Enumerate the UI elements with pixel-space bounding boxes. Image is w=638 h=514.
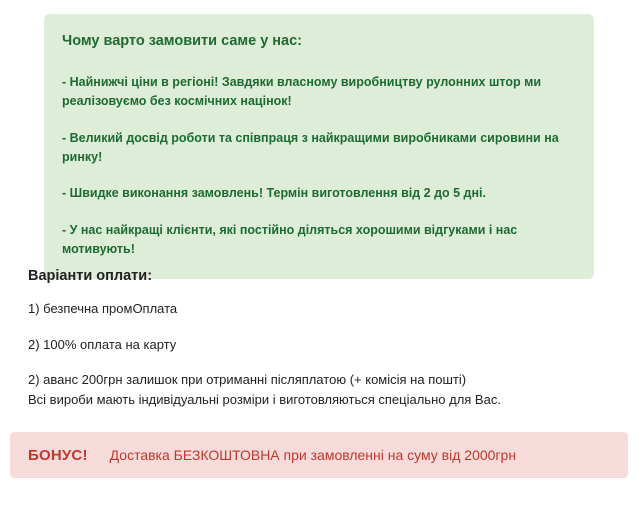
advantages-panel: [44, 14, 594, 279]
payment-title: Варіанти оплати:: [28, 268, 153, 284]
payment-section: [28, 268, 618, 408]
advantages-title: Чому варто замовити саме у нас:: [62, 33, 303, 49]
payment-note: Всі вироби мають індивідуальні розміри і виготовляються спеціально для Вас.: [28, 391, 501, 407]
payment-option: 2) 100% оплата на карту: [28, 336, 177, 352]
advantage-item: - Швидке виконання замовлень! Термін виготовлення від 2 до 5 дні.: [62, 186, 486, 201]
bonus-banner: [10, 432, 628, 478]
payment-option: 2) аванс 200грн залишок при отриманні післяплатою (+ комісія на пошті): [28, 372, 467, 388]
bonus-text: Доставка БЕЗКОШТОВНА при замовленні на суму від 2000грн: [109, 447, 517, 463]
advantage-item: - Великий досвід роботи та співпраця з найкращими виробниками сировини на ринку!: [62, 130, 559, 164]
advantage-item: - Найнижчі ціни в регіоні! Завдяки власному виробництву рулонних штор ми реалізовуємо без космічних націнок!: [62, 74, 541, 109]
advantage-item: - У нас найкращі клієнти, які постійно діляться хорошими відгуками і нас мотивують!: [62, 222, 518, 257]
bonus-label: БОНУС!: [28, 446, 88, 464]
payment-option: 1) безпечна промОплата: [28, 301, 178, 316]
